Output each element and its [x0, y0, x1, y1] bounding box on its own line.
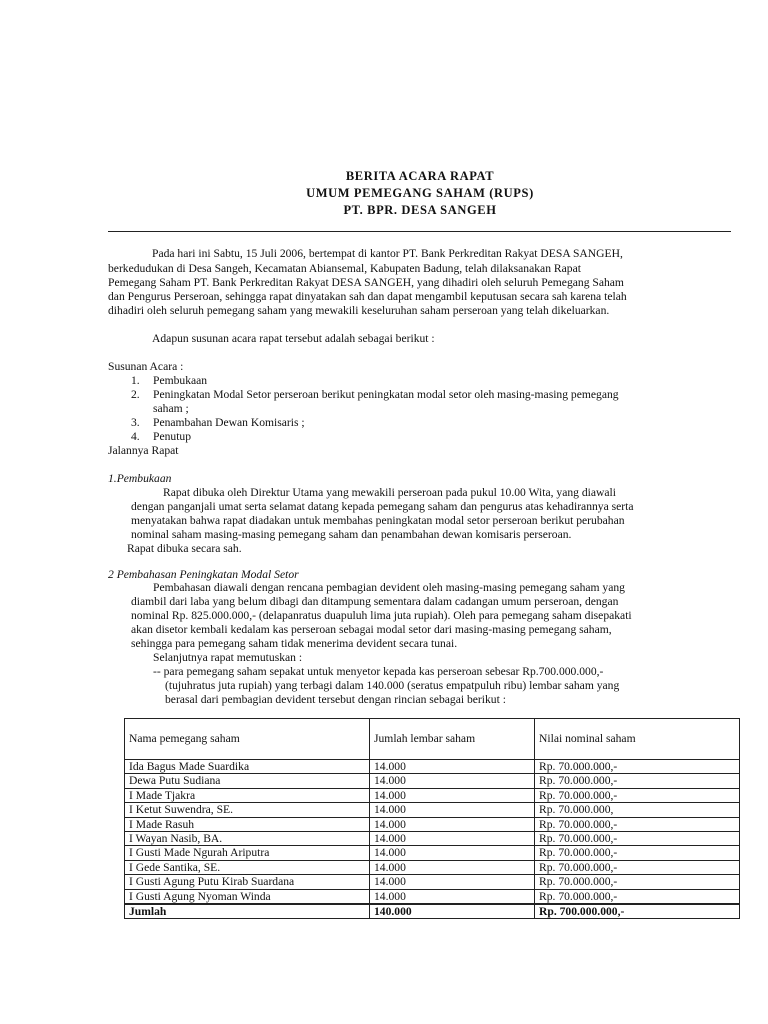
agenda-item-3: Penambahan Dewan Komisaris ; — [153, 416, 305, 429]
table-header-row — [125, 719, 740, 760]
share-count-cell: 14.000 — [370, 846, 535, 860]
table-row — [125, 788, 740, 802]
agenda-item-2-cont: saham ; — [153, 402, 189, 415]
nominal-value-cell: Rp. 70.000.000,- — [535, 760, 740, 774]
intro-line-3: Pemegang Saham PT. Bank Perkreditan Rakyat DESA SANGEH, yang dihadiri oleh seluruh Pemegang Saham — [108, 276, 624, 289]
section1-closing: Rapat dibuka secara sah. — [127, 542, 242, 555]
share-count-cell: 14.000 — [370, 860, 535, 874]
agenda-item-2: Peningkatan Modal Setor perseroan berikut peningkatan modal setor oleh masing-masing pemegang — [153, 388, 619, 401]
section2-line-4: akan disetor kembali kedalam kas perseroan sebagai modal setor dari masing-masing pemegang saham, — [131, 623, 612, 636]
agenda-number: 4. — [131, 430, 140, 443]
column-header-value: Nilai nominal saham — [535, 719, 740, 760]
share-count-cell: 14.000 — [370, 803, 535, 817]
share-count-cell: 14.000 — [370, 774, 535, 788]
table-row — [125, 875, 740, 889]
table-total-row — [125, 904, 740, 919]
agenda-item-4: Penutup — [153, 430, 192, 443]
shareholder-name-cell: I Gusti Agung Putu Kirab Suardana — [125, 875, 370, 889]
agenda-number: 1. — [131, 374, 140, 387]
document-title-line1: BERITA ACARA RAPAT — [345, 169, 495, 183]
nominal-value-cell: Rp. 70.000.000,- — [535, 875, 740, 889]
section2-line-3: nominal Rp. 825.000.000,- (delapanratus duapuluh lima juta rupiah). Oleh para pemegang saham disepakati — [131, 609, 632, 622]
section1-line-3: menyatakan bahwa rapat diadakan untuk membahas peningkatan modal setor perseroan berikut perubahan — [131, 514, 625, 527]
share-count-cell: 14.000 — [370, 817, 535, 831]
proceedings-heading: Jalannya Rapat — [108, 444, 179, 457]
decision-line-1: -- para pemegang saham sepakat untuk menyetor kepada kas perseroan sebesar Rp.700.000.000,- — [153, 665, 604, 678]
shareholder-name-cell: I Wayan Nasib, BA. — [125, 832, 370, 846]
total-shares-cell: 140.000 — [370, 904, 535, 919]
total-label-cell: Jumlah — [125, 904, 370, 919]
section1-heading: 1.Pembukaan — [108, 472, 172, 485]
agenda-heading: Susunan Acara : — [108, 360, 184, 373]
nominal-value-cell: Rp. 70.000.000, — [535, 803, 740, 817]
share-count-cell: 14.000 — [370, 760, 535, 774]
section1-line-1: Rapat dibuka oleh Direktur Utama yang mewakili perseroan pada pukul 10.00 Wita, yang diawali — [163, 486, 616, 499]
table-row — [125, 860, 740, 874]
nominal-value-cell: Rp. 70.000.000,- — [535, 832, 740, 846]
share-count-cell: 14.000 — [370, 889, 535, 904]
decision-line-2: (tujuhratus juta rupiah) yang terbagi dalam 140.000 (seratus empatpuluh ribu) lembar saham yang — [165, 679, 620, 692]
intro-line-5: dihadiri oleh seluruh pemegang saham yang mewakili keseluruhan saham perseroan yang telah dikeluarkan. — [108, 304, 610, 317]
total-value-cell: Rp. 700.000.000,- — [535, 904, 740, 919]
nominal-value-cell: Rp. 70.000.000,- — [535, 846, 740, 860]
table-row — [125, 889, 740, 904]
section2-heading: 2 Pembahasan Peningkatan Modal Setor — [108, 568, 299, 581]
shareholder-name-cell: I Gusti Made Ngurah Ariputra — [125, 846, 370, 860]
table-row — [125, 817, 740, 831]
shareholder-name-cell: I Made Rasuh — [125, 817, 370, 831]
column-header-name: Nama pemegang saham — [125, 719, 370, 760]
shareholder-name-cell: Dewa Putu Sudiana — [125, 774, 370, 788]
share-count-cell: 14.000 — [370, 788, 535, 802]
table-row — [125, 832, 740, 846]
section2-line-5: sehingga para pemegang saham tidak menerima devident secara tunai. — [131, 637, 458, 650]
section1-line-2: dengan panganjali umat serta selamat datang kepada pemegang saham dan pengurus atas kehadirannya serta — [131, 500, 634, 513]
section2-line-2: diambil dari laba yang belum dibagi dan ditampung sementara dalam cadangan umum perseroan, dengan — [131, 595, 619, 608]
nominal-value-cell: Rp. 70.000.000,- — [535, 860, 740, 874]
section1-line-4: nominal saham masing-masing pemegang saham dan penambahan dewan komisaris perseroan. — [131, 528, 572, 541]
document-title-line2: UMUM PEMEGANG SAHAM (RUPS) — [306, 186, 534, 200]
decision-intro: Selanjutnya rapat memutuskan : — [153, 651, 303, 664]
agenda-number: 2. — [131, 388, 140, 401]
table-row — [125, 760, 740, 774]
shareholder-table — [124, 718, 740, 919]
intro-agenda-sentence: Adapun susunan acara rapat tersebut adalah sebagai berikut : — [152, 332, 435, 345]
shareholder-name-cell: I Made Tjakra — [125, 788, 370, 802]
decision-line-3: berasal dari pembagian devident tersebut dengan rincian sebagai berikut : — [165, 693, 506, 706]
column-header-shares: Jumlah lembar saham — [370, 719, 535, 760]
nominal-value-cell: Rp. 70.000.000,- — [535, 889, 740, 904]
agenda-number: 3. — [131, 416, 140, 429]
nominal-value-cell: Rp. 70.000.000,- — [535, 817, 740, 831]
nominal-value-cell: Rp. 70.000.000,- — [535, 774, 740, 788]
section2-line-1: Pembahasan diawali dengan rencana pembagian devident oleh masing-masing pemegang saham yang — [153, 581, 625, 594]
title-divider — [108, 231, 731, 232]
table-row — [125, 846, 740, 860]
table-row — [125, 803, 740, 817]
intro-line-1: Pada hari ini Sabtu, 15 Juli 2006, bertempat di kantor PT. Bank Perkreditan Rakyat DESA SANGEH, — [152, 247, 623, 260]
nominal-value-cell: Rp. 70.000.000,- — [535, 788, 740, 802]
shareholder-name-cell: Ida Bagus Made Suardika — [125, 760, 370, 774]
document-title-line3: PT. BPR. DESA SANGEH — [343, 203, 497, 217]
share-count-cell: 14.000 — [370, 875, 535, 889]
agenda-item-1: Pembukaan — [153, 374, 208, 387]
table-row — [125, 774, 740, 788]
table-body — [125, 760, 740, 919]
shareholder-name-cell: I Gusti Agung Nyoman Winda — [125, 889, 370, 904]
intro-line-4: dan Pengurus Perseroan, sehingga rapat dinyatakan sah dan dapat mengambil keputusan secara sah karena telah — [108, 290, 627, 303]
shareholder-name-cell: I Ketut Suwendra, SE. — [125, 803, 370, 817]
share-count-cell: 14.000 — [370, 832, 535, 846]
intro-line-2: berkedudukan di Desa Sangeh, Kecamatan Abiansemal, Kabupaten Badung, telah dilaksanakan Rapat — [108, 262, 581, 275]
shareholder-name-cell: I Gede Santika, SE. — [125, 860, 370, 874]
